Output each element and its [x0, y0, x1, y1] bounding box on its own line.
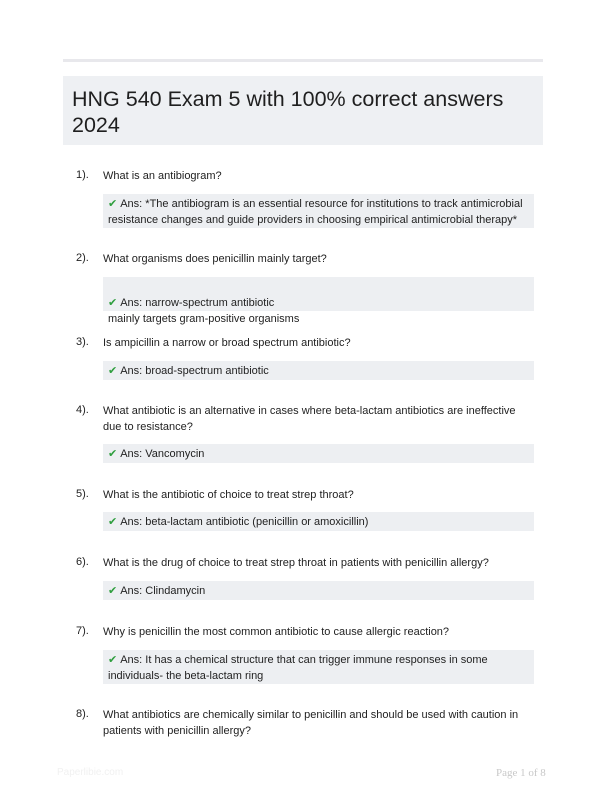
question-text: What organisms does penicillin mainly target? — [103, 253, 327, 265]
answer-text: Ans: *The antibiogram is an essential resource for institutions to track antimicrobial resistance changes and guide providers in choosing empirical antimicrobial therapy* — [108, 198, 523, 226]
check-icon: ✔ — [108, 516, 118, 528]
answer-box — [103, 444, 534, 463]
footer-watermark: Paperlibie.com — [57, 767, 124, 778]
top-divider — [63, 59, 543, 62]
question-number: 5). — [76, 488, 89, 500]
answer-box — [103, 650, 534, 684]
page-title: HNG 540 Exam 5 with 100% correct answers 2024 — [72, 87, 504, 137]
question-text: What is an antibiogram? — [103, 170, 222, 182]
check-icon: ✔ — [108, 297, 118, 309]
answer-text: Ans: Clindamycin — [120, 585, 206, 597]
check-icon: ✔ — [108, 448, 118, 460]
answer-box — [103, 194, 534, 228]
question-text: Is ampicillin a narrow or broad spectrum antibiotic? — [103, 337, 351, 349]
question-text: What is the drug of choice to treat strep throat in patients with penicillin allergy? — [103, 557, 489, 569]
answer-text: Ans: narrow-spectrum antibiotic mainly targets gram-positive organisms — [108, 297, 300, 325]
question-number: 8). — [76, 708, 89, 720]
question-text: Why is penicillin the most common antibiotic to cause allergic reaction? — [103, 626, 450, 638]
answer-text: Ans: beta-lactam antibiotic (penicillin or amoxicillin) — [120, 516, 369, 528]
page-number: Page 1 of 8 — [496, 767, 546, 779]
answer-box — [103, 277, 534, 325]
check-icon: ✔ — [108, 654, 118, 666]
question-number: 7). — [76, 625, 89, 637]
check-icon: ✔ — [108, 365, 118, 377]
answer-box — [103, 512, 534, 531]
answer-text: Ans: broad-spectrum antibiotic — [120, 365, 269, 377]
check-icon: ✔ — [108, 198, 118, 210]
question-text: What antibiotics are chemically similar to penicillin and should be used with caution in patients with penicillin allergy? — [103, 709, 519, 737]
answer-text: Ans: It has a chemical structure that can trigger immune responses in some individuals- the beta-lactam ring — [108, 654, 488, 682]
answer-box — [103, 361, 534, 380]
question-text: What antibiotic is an alternative in cases where beta-lactam antibiotics are ineffective due to resistance? — [103, 405, 516, 433]
question-number: 1). — [76, 169, 89, 181]
question-number: 2). — [76, 252, 89, 264]
question-number: 4). — [76, 404, 89, 416]
question-number: 3). — [76, 336, 89, 348]
question-number: 6). — [76, 556, 89, 568]
check-icon: ✔ — [108, 585, 118, 597]
question-text: What is the antibiotic of choice to treat strep throat? — [103, 489, 354, 501]
answer-text: Ans: Vancomycin — [120, 448, 205, 460]
title-box — [63, 76, 543, 145]
answer-box — [103, 581, 534, 600]
